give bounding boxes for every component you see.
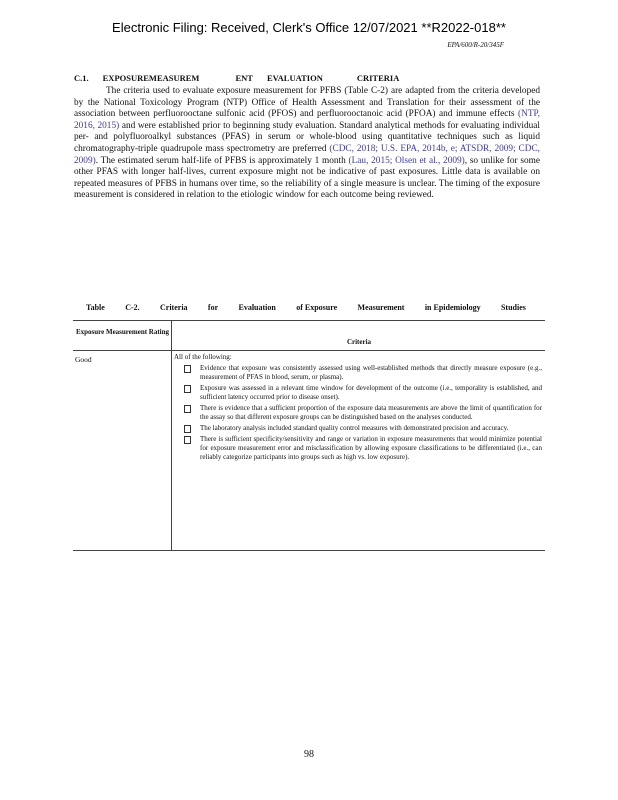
column-divider <box>171 321 172 550</box>
section-title-part: CRITERIA <box>356 73 400 83</box>
section-title-part: EVALUATION <box>266 73 323 83</box>
section-title-part: ENT <box>235 73 253 83</box>
rating-cell: Good <box>75 355 92 364</box>
checkbox-bullet-icon <box>184 436 191 444</box>
filing-header: Electronic Filing: Received, Clerk's Office 12/07/2021 **R2022-018** <box>112 20 506 35</box>
caption-word: in Epidemiology <box>424 303 481 312</box>
header-divider <box>73 350 545 351</box>
caption-word: Studies <box>500 303 526 312</box>
table-caption <box>86 303 526 312</box>
section-title-part: EXPOSUREMEASUREM <box>102 73 200 83</box>
paragraph-text: The criteria used to evaluate exposure measurement for PFBS (Table C-2) are adapted from the criteria developed by the National Toxicology Program (NTP) Office of Health Assessment and Translation for their assessment of the association between perfluorooctane sulfonic acid (PFOS) and perfluorooctanoic acid (PFOA) and immune effects <box>74 86 540 120</box>
criteria-list <box>174 364 542 462</box>
caption-word: C-2. <box>125 303 140 312</box>
criteria-text: Evidence that exposure was consistently assessed using well-established methods that directly measure exposure (e.g., measurement of PFAS in blood, serum, or plasma). <box>200 364 542 381</box>
body-paragraph <box>74 86 540 202</box>
document-number: EPA/600/R-20/345F <box>447 41 504 49</box>
section-heading <box>74 73 544 83</box>
citation-link[interactable]: (NTP, 2016, 2015) <box>74 109 540 131</box>
criteria-table <box>73 320 545 551</box>
criteria-item <box>184 384 542 402</box>
page-number: 98 <box>304 749 314 760</box>
checkbox-bullet-icon <box>184 425 191 433</box>
criteria-text: There is evidence that a sufficient proportion of the exposure data measurements are above the limit of quantification for the assay so that different exposure groups can be distinguished based on the analyses conducted. <box>200 404 542 421</box>
criteria-intro: All of the following: <box>174 353 232 361</box>
criteria-item <box>184 435 542 462</box>
citation-link[interactable]: (CDC, 2018; U.S. EPA, 2014b, e; ATSDR, 2009; CDC, 2009) <box>74 143 540 166</box>
caption-word: Evaluation <box>238 303 276 312</box>
caption-word: Measurement <box>357 303 405 312</box>
checkbox-bullet-icon <box>184 385 191 393</box>
caption-word: of Exposure <box>296 303 338 312</box>
caption-word: Criteria <box>160 303 188 312</box>
criteria-item <box>184 424 542 433</box>
criteria-item <box>184 364 542 382</box>
criteria-cell <box>174 353 542 464</box>
criteria-text: There is sufficient specificity/sensitivity and range or variation in exposure measurements that would minimize potential for exposure measurement error and misclassification by allowing exposure classifications to be differentiated (i.e., can reliably categorize participants into groups such as high vs. low exposure). <box>200 435 542 461</box>
caption-word: Table <box>86 303 105 312</box>
header-rating: Exposure Measurement Rating <box>75 328 170 336</box>
paragraph-text: , so unlike for some other PFAS with longer half-lives, current exposure might not be indicative of past exposures. Little data is available on repeated measures of PFBS in humans over time, so the reliability of a single measure is unclear. The timing of the exposure measurement is considered in relation to the etiologic window for each outcome being reviewed. <box>74 155 541 201</box>
criteria-text: Exposure was assessed in a relevant time window for development of the outcome (i.e., temporality is established, and sufficient latency occurred prior to disease onset). <box>200 384 542 401</box>
citation-link[interactable]: (Lau, 2015; Olsen et al., 2009) <box>348 155 465 166</box>
criteria-item <box>184 404 542 422</box>
section-number: C.1. <box>74 73 89 83</box>
header-criteria: Criteria <box>346 338 372 346</box>
paragraph-text: . The estimated serum half-life of PFBS is approximately 1 month <box>95 155 349 166</box>
paragraph-text: and were established prior to beginning study evaluation. Standard analytical methods for evaluating individual per- and polyfluoroalkyl substances (PFAS) in serum or whole-blood using quantitative techniques such as liquid chromatography-triple quadrupole mass spectrometry are preferred <box>74 120 541 154</box>
criteria-text: The laboratory analysis included standard quality control measures with demonstrated precision and accuracy. <box>200 424 509 432</box>
checkbox-bullet-icon <box>184 405 191 413</box>
checkbox-bullet-icon <box>184 365 191 373</box>
caption-word: for <box>207 303 219 312</box>
